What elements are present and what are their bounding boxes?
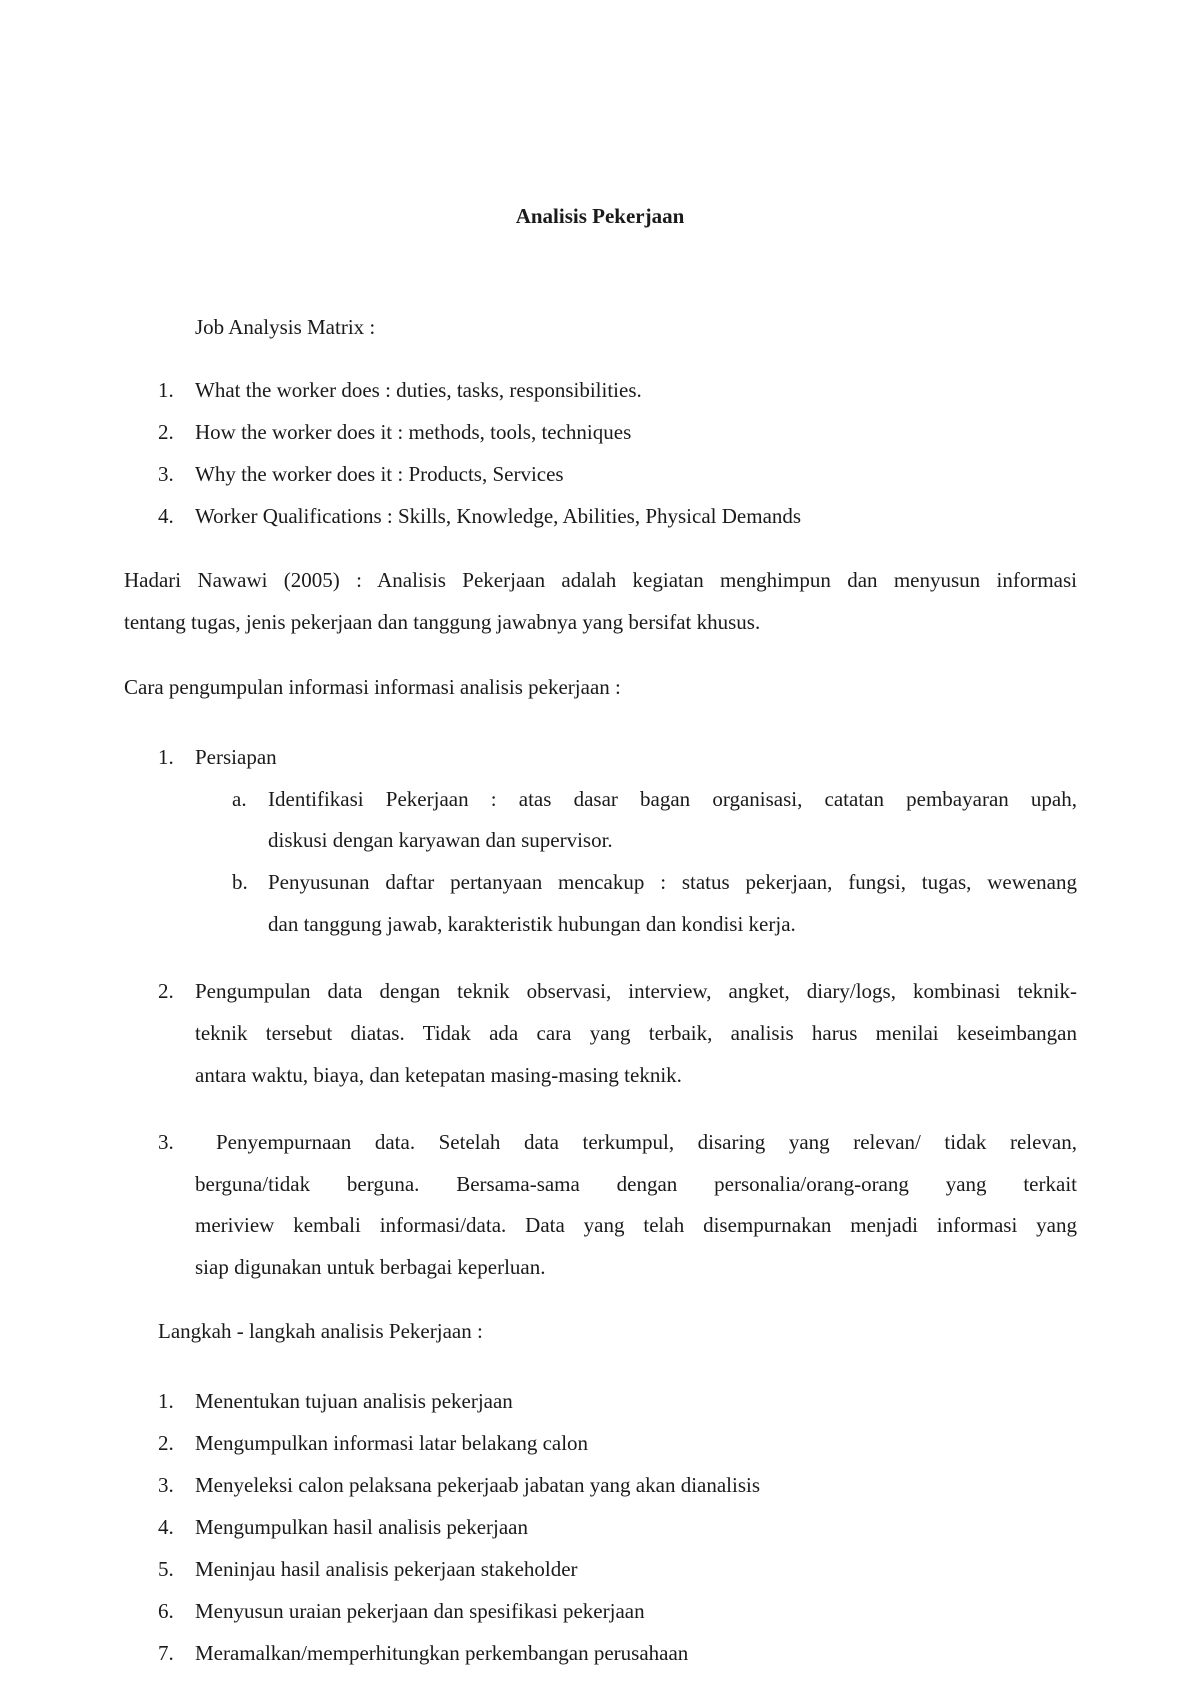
list-number: 2. bbox=[158, 1431, 174, 1455]
list-number: 2. bbox=[158, 979, 174, 1003]
paragraph-line: antara waktu, biaya, dan ketepatan masing-masing teknik. bbox=[195, 1063, 682, 1087]
list-item: How the worker does it : methods, tools, techniques bbox=[195, 420, 632, 444]
list-number: 4. bbox=[158, 1515, 174, 1539]
list-item: Meninjau hasil analisis pekerjaan stakeholder bbox=[195, 1557, 578, 1581]
paragraph-line: berguna/tidak berguna. Bersama-sama dengan personalia/orang-orang yang terkait bbox=[195, 1172, 1077, 1196]
list-item: Meramalkan/memperhitungkan perkembangan perusahaan bbox=[195, 1641, 689, 1665]
list-item: What the worker does : duties, tasks, responsibilities. bbox=[195, 378, 642, 402]
collection-heading: Cara pengumpulan informasi informasi analisis pekerjaan : bbox=[124, 675, 621, 699]
list-number: 5. bbox=[158, 1557, 174, 1581]
list-number: 3. bbox=[158, 1473, 174, 1497]
paragraph-line: Hadari Nawawi (2005) : Analisis Pekerjaan adalah kegiatan menghimpun dan menyusun informasi bbox=[124, 568, 1077, 592]
list-item: Persiapan bbox=[195, 745, 277, 769]
list-number: 4. bbox=[158, 504, 174, 528]
list-number: 3. bbox=[158, 1130, 174, 1154]
list-number: 1. bbox=[158, 378, 174, 402]
sublist-line: Penyusunan daftar pertanyaan mencakup : status pekerjaan, fungsi, tugas, wewenang bbox=[268, 870, 1077, 894]
list-number: 1. bbox=[158, 745, 174, 769]
list-item: Menyusun uraian pekerjaan dan spesifikasi pekerjaan bbox=[195, 1599, 645, 1623]
paragraph-line: siap digunakan untuk berbagai keperluan. bbox=[195, 1255, 546, 1279]
list-item: Worker Qualifications : Skills, Knowledge, Abilities, Physical Demands bbox=[195, 504, 802, 528]
page-title: Analisis Pekerjaan bbox=[515, 204, 685, 228]
matrix-heading: Job Analysis Matrix : bbox=[195, 315, 376, 339]
list-item: Mengumpulkan hasil analisis pekerjaan bbox=[195, 1515, 528, 1539]
list-number: 6. bbox=[158, 1599, 174, 1623]
steps-heading: Langkah - langkah analisis Pekerjaan : bbox=[158, 1319, 483, 1343]
paragraph-line: meriview kembali informasi/data. Data yang telah disempurnakan menjadi informasi yang bbox=[195, 1213, 1077, 1237]
paragraph-line: Penyempurnaan data. Setelah data terkumpul, disaring yang relevan/ tidak relevan, bbox=[216, 1130, 1077, 1154]
list-number: 1. bbox=[158, 1389, 174, 1413]
list-number: 2. bbox=[158, 420, 174, 444]
paragraph-line: Pengumpulan data dengan teknik observasi, interview, angket, diary/logs, kombinasi teknik- bbox=[195, 979, 1077, 1003]
paragraph-line: teknik tersebut diatas. Tidak ada cara yang terbaik, analisis harus menilai keseimbangan bbox=[195, 1021, 1077, 1045]
sublist-line: Identifikasi Pekerjaan : atas dasar bagan organisasi, catatan pembayaran upah, bbox=[268, 787, 1077, 811]
list-number: 7. bbox=[158, 1641, 174, 1665]
list-item: Menentukan tujuan analisis pekerjaan bbox=[195, 1389, 513, 1413]
list-number: 3. bbox=[158, 462, 174, 486]
list-item: Why the worker does it : Products, Services bbox=[195, 462, 564, 486]
list-item: Mengumpulkan informasi latar belakang calon bbox=[195, 1431, 589, 1455]
paragraph-line: tentang tugas, jenis pekerjaan dan tanggung jawabnya yang bersifat khusus. bbox=[124, 610, 761, 634]
sublist-line: diskusi dengan karyawan dan supervisor. bbox=[268, 828, 613, 852]
sublist-letter: a. bbox=[232, 787, 247, 811]
sublist-letter: b. bbox=[232, 870, 248, 894]
list-item: Menyeleksi calon pelaksana pekerjaab jabatan yang akan dianalisis bbox=[195, 1473, 761, 1497]
sublist-line: dan tanggung jawab, karakteristik hubungan dan kondisi kerja. bbox=[268, 912, 796, 936]
